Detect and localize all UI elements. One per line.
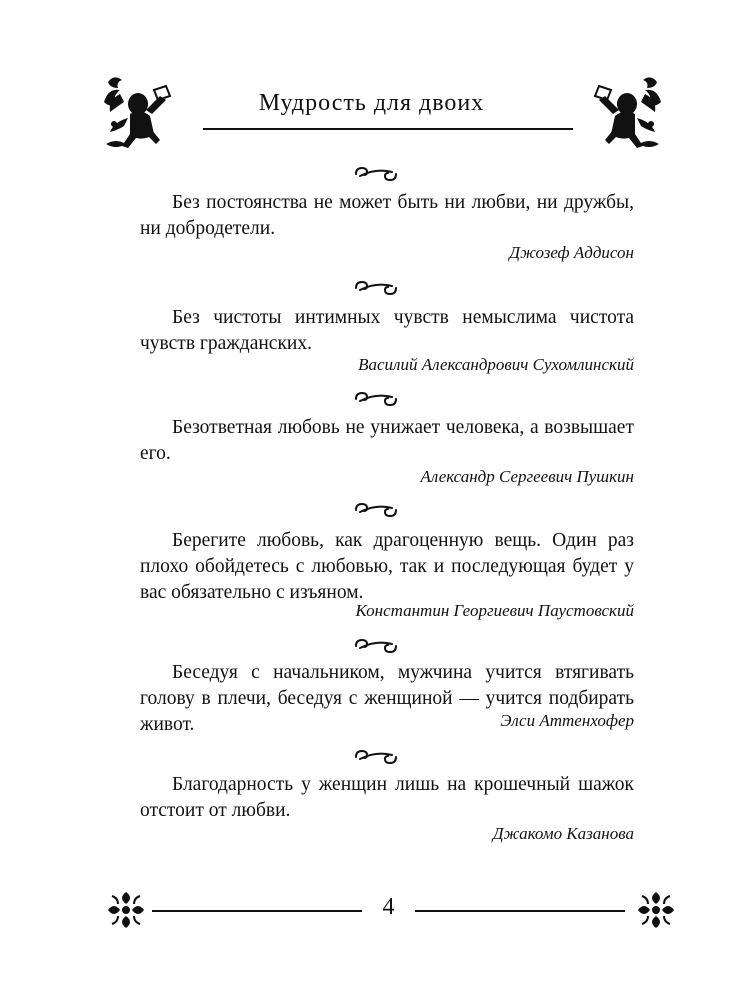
quote-text: Берегите любовь, как драгоценную вещь. Один раз плохо обойдетесь с любовью, так и последующая будет у вас обязательно с изъяном. — [140, 530, 634, 603]
scroll-flourish-icon — [352, 500, 400, 520]
cherub-icon — [593, 72, 665, 152]
quote-text: Безответная любовь не унижает человека, а возвышает его. — [140, 417, 634, 464]
quote-author: Элси Аттенхофер — [500, 711, 634, 730]
scroll-flourish-icon — [352, 636, 400, 656]
scroll-flourish-icon — [352, 164, 400, 184]
quote-author: Джозеф Аддисон — [509, 243, 634, 262]
quote-text: Без чистоты интимных чувств немыслима чистота чувств гражданских. — [140, 307, 634, 354]
quote-text: Благодарность у женщин лишь на крошечный шажок отстоит от любви. — [140, 774, 634, 821]
quote-author: Василий Александрович Сухомлинский — [358, 355, 634, 374]
quote-author: Джакомо Казанова — [492, 824, 634, 843]
scroll-flourish-icon — [352, 747, 400, 767]
quote-text: Без постоянства не может быть ни любви, ни дружбы, ни добродетели. — [140, 192, 634, 239]
filigree-ornament-icon — [634, 888, 678, 932]
page-header-title: Мудрость для двоих — [258, 90, 485, 116]
scroll-flourish-icon — [352, 278, 400, 298]
footer-rule — [415, 910, 625, 912]
quote-text: Беседуя с начальником, мужчина учится втягивать голову в плечи, беседуя с женщиной — учится подбирать живот. — [140, 662, 634, 735]
filigree-ornament-icon — [104, 888, 148, 932]
quote-author: Александр Сергеевич Пушкин — [420, 467, 634, 486]
quote-author: Константин Георгиевич Паустовский — [355, 601, 634, 620]
footer-rule — [152, 910, 362, 912]
scroll-flourish-icon — [352, 389, 400, 409]
page-number: 4 — [382, 894, 395, 920]
header-rule — [203, 128, 573, 130]
